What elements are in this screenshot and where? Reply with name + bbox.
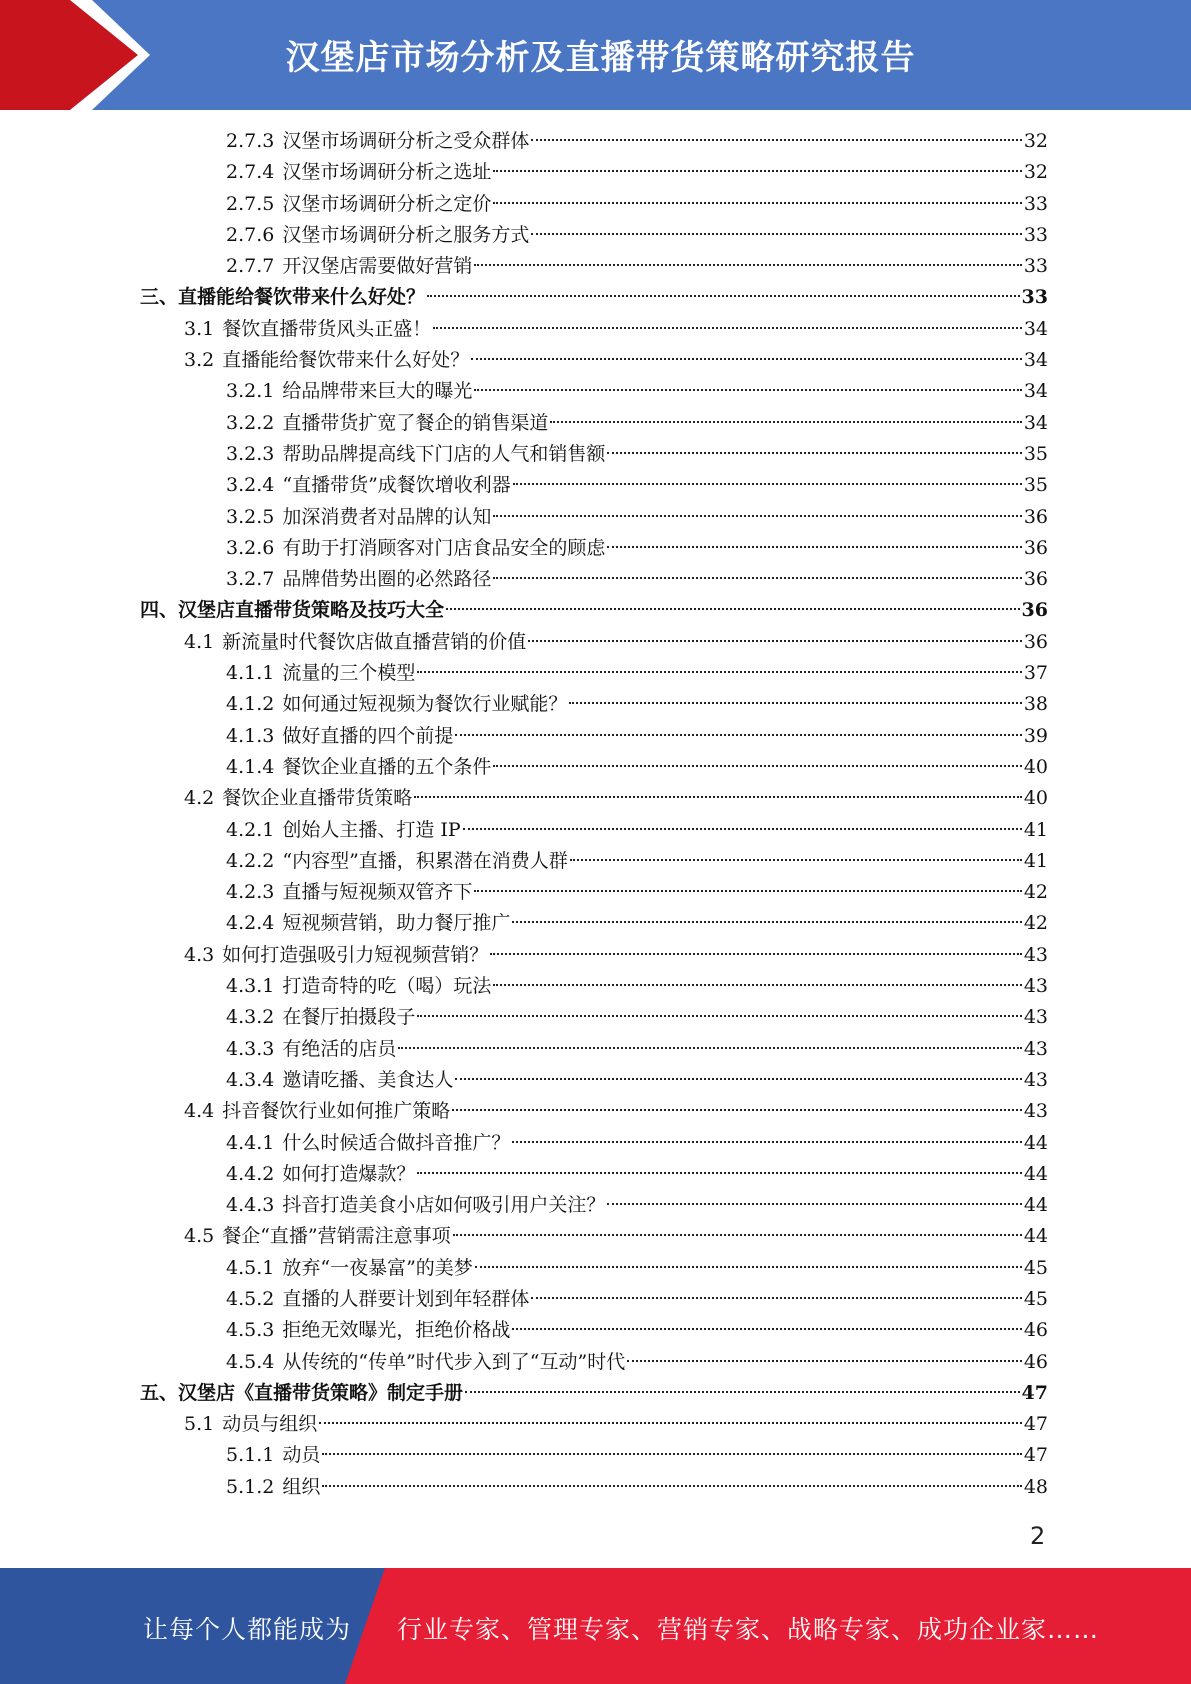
toc-dot-leader (493, 577, 1021, 579)
toc-dot-leader (471, 358, 1022, 360)
toc-dot-leader (493, 170, 1021, 172)
toc-entry-page: 46 (1023, 1319, 1048, 1342)
toc-dot-leader (455, 734, 1021, 736)
toc-entry-title: 短视频营销，助力餐厅推广 (282, 912, 511, 935)
toc-entry[interactable] (140, 1002, 1048, 1033)
toc-entry-page: 43 (1023, 1068, 1048, 1091)
toc-entry-page: 36 (1023, 568, 1048, 591)
toc-entry-title: 四、汉堡店直播带货策略及技巧大全 (140, 599, 445, 622)
toc-dot-leader (453, 1234, 1022, 1236)
toc-entry[interactable] (140, 1190, 1048, 1221)
report-title: 汉堡店市场分析及直播带货策略研究报告 (285, 38, 916, 78)
toc-entry[interactable] (140, 1253, 1048, 1284)
toc-dot-leader (455, 1078, 1021, 1080)
toc-entry[interactable] (140, 877, 1048, 908)
toc-entry[interactable] (140, 908, 1048, 939)
toc-entry-number: 2.7.7 (226, 255, 275, 278)
toc-entry-page: 33 (1023, 192, 1048, 215)
toc-entry-number: 4.1.3 (226, 724, 275, 747)
toc-entry[interactable] (140, 220, 1048, 251)
toc-entry-page: 35 (1023, 442, 1048, 465)
toc-entry-number: 2.7.6 (226, 223, 275, 246)
toc-dot-leader (446, 608, 1020, 610)
toc-entry-page: 47 (1023, 1444, 1048, 1467)
toc-dot-leader (417, 1015, 1021, 1017)
toc-entry-number: 4.4.1 (226, 1131, 275, 1154)
toc-entry-number: 3.2.7 (226, 568, 275, 591)
toc-entry-title: 餐企“直播”营销需注意事项 (222, 1225, 451, 1248)
toc-entry-page: 36 (1023, 505, 1048, 528)
toc-entry-title: 直播的人群要计划到年轻群体 (282, 1287, 530, 1310)
toc-entry-number: 3.2 (184, 349, 215, 372)
toc-dot-leader (414, 796, 1022, 798)
toc-entry-number: 4.5.4 (226, 1350, 275, 1373)
toc-entry-number: 4.2.2 (226, 849, 275, 872)
toc-entry-page: 34 (1023, 317, 1048, 340)
toc-entry-number: 4.2 (184, 787, 215, 810)
toc-entry-number: 3.2.5 (226, 505, 275, 528)
toc-dot-leader (398, 1047, 1021, 1049)
toc-dot-leader (319, 1422, 1022, 1424)
toc-dot-leader (512, 921, 1021, 923)
toc-entry-page: 47 (1021, 1381, 1048, 1404)
toc-entry-number: 4.2.1 (226, 818, 275, 841)
toc-entry-title: 汉堡市场调研分析之定价 (282, 192, 492, 215)
toc-entry-page: 42 (1023, 912, 1048, 935)
toc-entry-title: 直播能给餐饮带来什么好处？ (222, 349, 470, 372)
toc-entry-title: 做好直播的四个前提 (282, 724, 454, 747)
footer-slogan-left: 让每个人都能成为 (143, 1615, 352, 1644)
toc-entry-page: 33 (1021, 286, 1048, 309)
toc-entry-number: 4.3.1 (226, 975, 275, 998)
toc-entry-page: 42 (1023, 881, 1048, 904)
toc-entry-title: 抖音餐饮行业如何推广策略 (222, 1100, 451, 1123)
toc-entry-number: 4.1.2 (226, 693, 275, 716)
toc-entry-page: 33 (1023, 255, 1048, 278)
toc-entry-title: 汉堡市场调研分析之服务方式 (282, 223, 530, 246)
toc-entry-title: 从传统的“传单”时代步入到了“互动”时代 (282, 1350, 626, 1373)
toc-dot-leader (417, 671, 1021, 673)
toc-entry-number: 5.1 (184, 1413, 215, 1436)
toc-dot-leader (531, 233, 1021, 235)
toc-entry-number: 4.2.4 (226, 912, 275, 935)
toc-entry-page: 43 (1023, 975, 1048, 998)
toc-entry[interactable] (140, 564, 1048, 595)
toc-entry-page: 40 (1023, 787, 1048, 810)
toc-dot-leader (627, 1360, 1022, 1362)
toc-entry[interactable] (140, 1065, 1048, 1096)
toc-entry[interactable] (140, 689, 1048, 720)
toc-entry-title: 新流量时代餐饮店做直播营销的价值 (222, 630, 527, 653)
toc-entry-page: 32 (1023, 161, 1048, 184)
toc-entry-title: 动员与组织 (222, 1413, 318, 1436)
toc-entry-title: 组织 (282, 1475, 321, 1498)
toc-entry-number: 4.4.3 (226, 1194, 275, 1217)
toc-entry-page: 44 (1023, 1131, 1048, 1154)
toc-entry[interactable] (140, 971, 1048, 1002)
toc-entry-number: 3.2.2 (226, 411, 275, 434)
toc-entry-number: 4.4 (184, 1100, 215, 1123)
toc-entry[interactable] (140, 251, 1048, 282)
toc-entry-page: 36 (1023, 630, 1048, 653)
toc-entry[interactable] (140, 846, 1048, 877)
toc-dot-leader (607, 452, 1021, 454)
toc-dot-leader (493, 984, 1021, 986)
toc-entry-title: 五、汉堡店《直播带货策略》制定手册 (140, 1381, 464, 1404)
toc-entry-number: 3.2.4 (226, 474, 275, 497)
toc-entry-number: 4.5.3 (226, 1319, 275, 1342)
toc-entry-title: 直播与短视频双管齐下 (282, 881, 473, 904)
toc-entry-page: 43 (1023, 1006, 1048, 1029)
toc-entry-page: 43 (1023, 1037, 1048, 1060)
toc-entry-number: 2.7.3 (226, 130, 275, 152)
toc-dot-leader (607, 546, 1021, 548)
page-number: 2 (1030, 1522, 1046, 1550)
toc-entry-number: 4.1.4 (226, 755, 275, 778)
toc-entry[interactable] (140, 658, 1048, 689)
toc-entry-page: 41 (1023, 849, 1048, 872)
toc-entry[interactable] (140, 1315, 1048, 1346)
toc-entry-title: 品牌借势出圈的必然路径 (282, 568, 492, 591)
toc-entry-page: 33 (1023, 223, 1048, 246)
toc-dot-leader (512, 1141, 1021, 1143)
toc-entry-title: 给品牌带来巨大的曝光 (282, 380, 473, 403)
toc-entry[interactable] (140, 408, 1048, 439)
toc-dot-leader (490, 953, 1022, 955)
toc-entry[interactable] (140, 502, 1048, 533)
toc-entry-number: 4.3 (184, 943, 215, 966)
toc-entry-page: 36 (1021, 599, 1048, 622)
toc-entry[interactable] (140, 470, 1048, 501)
toc-entry-page: 46 (1023, 1350, 1048, 1373)
toc-dot-leader (569, 702, 1021, 704)
toc-entry-title: 三、直播能给餐饮带来什么好处？ (140, 286, 426, 309)
toc-entry-page: 41 (1023, 818, 1048, 841)
toc-entry-page: 35 (1023, 474, 1048, 497)
toc-dot-leader (475, 1266, 1022, 1268)
toc-entry-page: 45 (1023, 1287, 1048, 1310)
toc-entry-title: 在餐厅拍摄段子 (282, 1006, 416, 1029)
toc-entry-number: 5.1.2 (226, 1475, 275, 1498)
toc-entry[interactable] (140, 815, 1048, 846)
toc-entry[interactable] (140, 157, 1048, 188)
toc-entry-title: 流量的三个模型 (282, 662, 416, 685)
toc-entry-page: 32 (1023, 130, 1048, 152)
toc-entry[interactable] (140, 1378, 1048, 1409)
toc-entry-number: 4.2.3 (226, 881, 275, 904)
toc-entry[interactable] (140, 1128, 1048, 1159)
toc-entry[interactable] (140, 1347, 1048, 1378)
toc-entry[interactable] (140, 314, 1048, 345)
toc-entry-number: 3.2.3 (226, 442, 275, 465)
toc-entry[interactable] (140, 627, 1048, 658)
toc-dot-leader (531, 1297, 1021, 1299)
toc-dot-leader (513, 483, 1022, 485)
toc-entry-number: 4.3.2 (226, 1006, 275, 1029)
toc-entry-title: 餐饮企业直播的五个条件 (282, 755, 492, 778)
toc-dot-leader (474, 890, 1021, 892)
toc-entry-title: 餐饮企业直播带货策略 (222, 787, 413, 810)
toc-entry[interactable] (140, 1159, 1048, 1190)
toc-dot-leader (531, 139, 1021, 141)
toc-entry[interactable] (140, 1409, 1048, 1440)
toc-entry-title: 如何打造强吸引力短视频营销？ (222, 943, 489, 966)
toc-entry-title: 餐饮直播带货风头正盛！ (222, 317, 432, 340)
toc-entry-page: 44 (1023, 1194, 1048, 1217)
toc-entry[interactable] (140, 595, 1048, 626)
toc-entry-number: 4.1.1 (226, 662, 275, 685)
toc-entry-number: 4.4.2 (226, 1162, 275, 1185)
toc-dot-leader (465, 1391, 1020, 1393)
toc-entry[interactable] (140, 1221, 1048, 1252)
toc-entry[interactable] (140, 439, 1048, 470)
toc-entry-number: 4.5.1 (226, 1256, 275, 1279)
toc-entry-page: 38 (1023, 693, 1048, 716)
toc-dot-leader (417, 1172, 1021, 1174)
toc-entry-page: 45 (1023, 1256, 1048, 1279)
toc-entry-page: 44 (1023, 1225, 1048, 1248)
toc-entry-title: 打造奇特的吃（喝）玩法 (282, 975, 492, 998)
toc-entry[interactable] (140, 721, 1048, 752)
toc-entry[interactable] (140, 1472, 1048, 1503)
toc-entry-number: 4.5 (184, 1225, 215, 1248)
toc-entry-number: 4.3.3 (226, 1037, 275, 1060)
toc-dot-leader (570, 859, 1022, 861)
toc-entry-page: 34 (1023, 380, 1048, 403)
toc-dot-leader (433, 327, 1022, 329)
toc-dot-leader (607, 1203, 1021, 1205)
toc-entry-title: 创始人主播、打造 IP (282, 818, 461, 841)
toc-dot-leader (528, 640, 1022, 642)
toc-entry-title: 放弃“一夜暴富”的美梦 (282, 1256, 473, 1279)
toc-entry-title: 什么时候适合做抖音推广？ (282, 1131, 511, 1154)
toc-entry-title: 汉堡市场调研分析之受众群体 (282, 130, 530, 152)
toc-dot-leader (427, 295, 1020, 297)
toc-dot-leader (322, 1453, 1021, 1455)
page-footer (0, 1568, 1191, 1684)
toc-entry-number: 4.1 (184, 630, 215, 653)
toc-entry-page: 36 (1023, 536, 1048, 559)
toc-entry-number: 5.1.1 (226, 1444, 275, 1467)
toc-entry[interactable] (140, 189, 1048, 220)
toc-entry[interactable] (140, 1440, 1048, 1471)
toc-entry[interactable] (140, 376, 1048, 407)
toc-entry-title: 如何通过短视频为餐饮行业赋能？ (282, 693, 568, 716)
toc-entry[interactable] (140, 1096, 1048, 1127)
toc-entry[interactable] (140, 345, 1048, 376)
toc-entry-title: 动员 (282, 1444, 321, 1467)
toc-entry-page: 39 (1023, 724, 1048, 747)
toc-entry[interactable] (140, 752, 1048, 783)
toc-entry-title: 如何打造爆款？ (282, 1162, 416, 1185)
toc-dot-leader (474, 389, 1021, 391)
toc-dot-leader (322, 1485, 1021, 1487)
toc-entry-number: 3.1 (184, 317, 215, 340)
toc-entry-title: 汉堡市场调研分析之选址 (282, 161, 492, 184)
toc-entry-page: 43 (1023, 943, 1048, 966)
toc-entry-page: 37 (1023, 662, 1048, 685)
toc-entry-title: 抖音打造美食小店如何吸引用户关注？ (282, 1194, 606, 1217)
toc-entry-number: 3.2.6 (226, 536, 275, 559)
toc-entry[interactable] (140, 783, 1048, 814)
toc-dot-leader (474, 264, 1021, 266)
toc-dot-leader (493, 515, 1021, 517)
toc-entry-page: 34 (1023, 411, 1048, 434)
toc-entry[interactable] (140, 533, 1048, 564)
toc-entry-number: 4.5.2 (226, 1287, 275, 1310)
toc-dot-leader (452, 1109, 1022, 1111)
toc-entry-title: 有助于打消顾客对门店食品安全的顾虑 (282, 536, 606, 559)
toc-entry-number: 4.3.4 (226, 1068, 275, 1091)
toc-entry-number: 3.2.1 (226, 380, 275, 403)
footer-slogan-right: 行业专家、管理专家、营销专家、战略专家、成功企业家…… (397, 1615, 1100, 1644)
toc-dot-leader (512, 1328, 1021, 1330)
toc-entry-title: “直播带货”成餐饮增收利器 (282, 474, 511, 497)
toc-entry-title: 有绝活的店员 (282, 1037, 397, 1060)
table-of-contents (140, 126, 1048, 1503)
toc-dot-leader (550, 421, 1021, 423)
toc-entry-page: 34 (1023, 349, 1048, 372)
toc-entry-title: 拒绝无效曝光，拒绝价格战 (282, 1319, 511, 1342)
toc-entry[interactable] (140, 1034, 1048, 1065)
toc-entry[interactable] (140, 126, 1048, 157)
toc-dot-leader (493, 765, 1021, 767)
toc-entry-title: 邀请吃播、美食达人 (282, 1068, 454, 1091)
toc-entry-title: “内容型”直播，积累潜在消费人群 (282, 849, 568, 872)
toc-entry-page: 43 (1023, 1100, 1048, 1123)
toc-dot-leader (463, 828, 1022, 830)
toc-entry-number: 2.7.5 (226, 192, 275, 215)
toc-entry[interactable] (140, 1284, 1048, 1315)
toc-entry-page: 44 (1023, 1162, 1048, 1185)
toc-entry-title: 加深消费者对品牌的认知 (282, 505, 492, 528)
page-header (0, 0, 1191, 110)
toc-entry-page: 40 (1023, 755, 1048, 778)
toc-entry-title: 帮助品牌提高线下门店的人气和销售额 (282, 442, 606, 465)
toc-entry[interactable] (140, 940, 1048, 971)
toc-entry-title: 直播带货扩宽了餐企的销售渠道 (282, 411, 549, 434)
toc-entry-number: 2.7.4 (226, 161, 275, 184)
toc-entry[interactable] (140, 282, 1048, 313)
toc-entry-page: 48 (1023, 1475, 1048, 1498)
toc-dot-leader (493, 202, 1021, 204)
toc-entry-page: 47 (1023, 1413, 1048, 1436)
toc-entry-title: 开汉堡店需要做好营销 (282, 255, 473, 278)
